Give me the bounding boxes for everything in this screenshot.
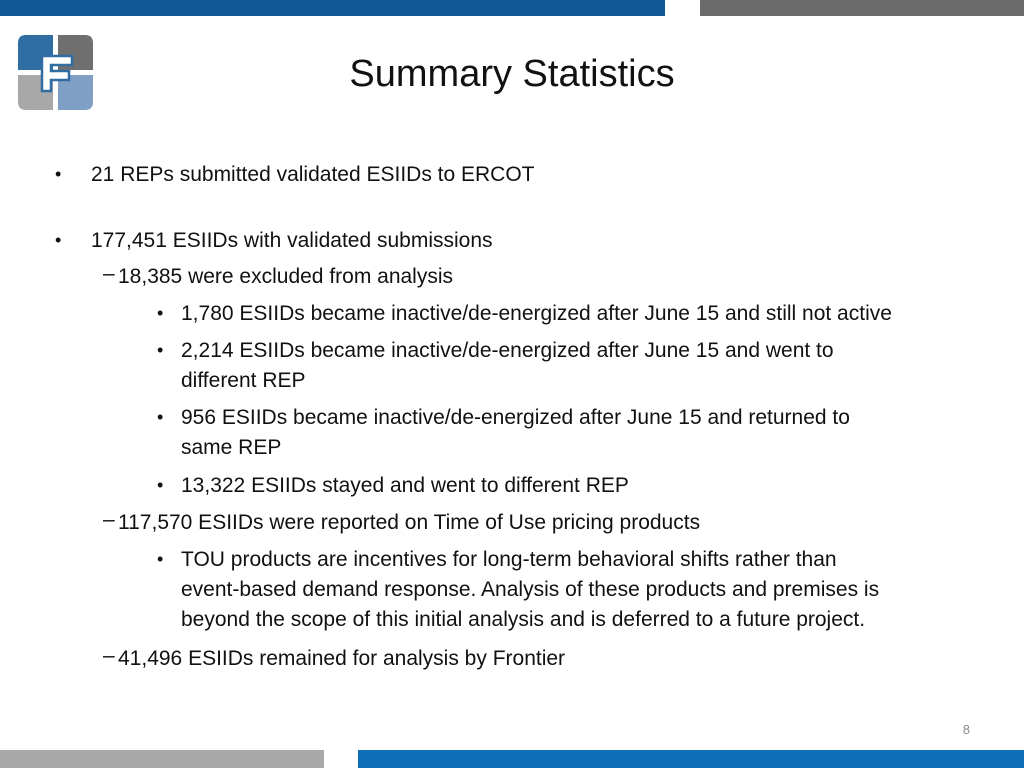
sub-bullet-line: event-based demand response. Analysis of these products and premises is xyxy=(181,578,880,601)
dash-marker: – xyxy=(103,508,115,531)
sub-item: 117,570 ESIIDs were reported on Time of Use pricing products xyxy=(118,511,701,534)
top-accent-bar-blue xyxy=(0,0,665,16)
bullet-item: 177,451 ESIIDs with validated submissions xyxy=(91,229,493,252)
slide-title: Summary Statistics xyxy=(349,53,675,95)
bullet-dot: • xyxy=(55,230,62,250)
sub-bullet-line: 13,322 ESIIDs stayed and went to different REP xyxy=(181,474,629,497)
sub-bullet-item xyxy=(181,403,850,463)
sub-bullet-item xyxy=(181,336,834,396)
bullet-dot: • xyxy=(157,549,164,569)
bottom-accent-bar-blue xyxy=(358,750,1024,768)
sub-bullet-item xyxy=(181,299,892,329)
bullet-dot: • xyxy=(55,164,62,184)
bottom-accent-bar-gray xyxy=(0,750,324,768)
sub-bullet-line: same REP xyxy=(181,436,282,459)
dash-marker: – xyxy=(103,262,115,285)
sub-bullet-line: 1,780 ESIIDs became inactive/de-energized after June 15 and still not active xyxy=(181,302,892,325)
sub-bullet-line: 2,214 ESIIDs became inactive/de-energized after June 15 and went to xyxy=(181,339,834,362)
sub-bullet-item xyxy=(181,471,629,501)
sub-bullet-line: 956 ESIIDs became inactive/de-energized after June 15 and returned to xyxy=(181,406,850,429)
dash-marker: – xyxy=(103,644,115,667)
bullet-dot: • xyxy=(157,475,164,495)
frontier-logo-icon xyxy=(16,33,95,112)
sub-bullet-item xyxy=(181,545,879,635)
sub-item: 41,496 ESIIDs remained for analysis by Frontier xyxy=(118,647,566,670)
bullet-dot: • xyxy=(157,407,164,427)
top-accent-bar-gray xyxy=(700,0,1024,16)
bullet-dot: • xyxy=(157,340,164,360)
bullet-dot: • xyxy=(157,303,164,323)
sub-item: 18,385 were excluded from analysis xyxy=(118,265,454,288)
sub-bullet-line: beyond the scope of this initial analysis and is deferred to a future project. xyxy=(181,608,866,631)
bullet-item: 21 REPs submitted validated ESIIDs to ERCOT xyxy=(91,163,535,186)
sub-bullet-line: different REP xyxy=(181,369,306,392)
page-number: 8 xyxy=(962,722,970,737)
sub-bullet-line: TOU products are incentives for long-term behavioral shifts rather than xyxy=(181,548,837,571)
